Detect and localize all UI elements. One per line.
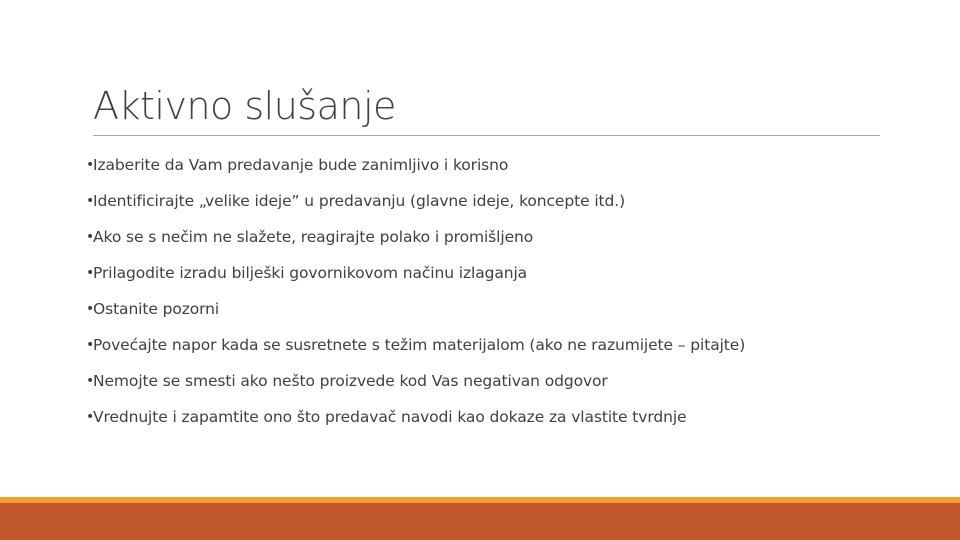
bullet-dot-icon: • (86, 301, 95, 317)
bullet-dot-icon: • (86, 373, 95, 389)
bullet-text: Povećajte napor kada se susretnete s težim materijalom (ako ne razumijete – pitajte) (93, 336, 746, 354)
bullet-item (86, 219, 745, 255)
bullet-item (86, 255, 745, 291)
bullet-item (86, 363, 745, 399)
bullet-dot-icon: • (86, 409, 95, 425)
bullet-dot-icon: • (86, 157, 95, 173)
bullet-text: Izaberite da Vam predavanje bude zanimljivo i korisno (93, 156, 509, 174)
bullet-item (86, 327, 745, 363)
title-divider (93, 135, 880, 136)
bullet-dot-icon: • (86, 229, 95, 245)
bullet-text: Identificirajte „velike ideje” u predavanju (glavne ideje, koncepte itd.) (93, 192, 626, 210)
slide-title: Aktivno slušanje (93, 84, 396, 128)
bullet-list (86, 147, 745, 435)
bullet-item (86, 291, 745, 327)
bullet-dot-icon: • (86, 265, 95, 281)
bullet-item (86, 399, 745, 435)
bullet-text: Vrednujte i zapamtite ono što predavač navodi kao dokaze za vlastite tvrdnje (93, 408, 687, 426)
bullet-item (86, 147, 745, 183)
bullet-item (86, 183, 745, 219)
bullet-dot-icon: • (86, 337, 95, 353)
bullet-text: Prilagodite izradu bilješki govornikovom načinu izlaganja (93, 264, 528, 282)
bullet-dot-icon: • (86, 193, 95, 209)
bullet-text: Ostanite pozorni (93, 300, 220, 318)
bullet-text: Nemojte se smesti ako nešto proizvede kod Vas negativan odgovor (93, 372, 608, 390)
bullet-text: Ako se s nečim ne slažete, reagirajte polako i promišljeno (93, 228, 534, 246)
footer-accent-bar (0, 503, 960, 540)
